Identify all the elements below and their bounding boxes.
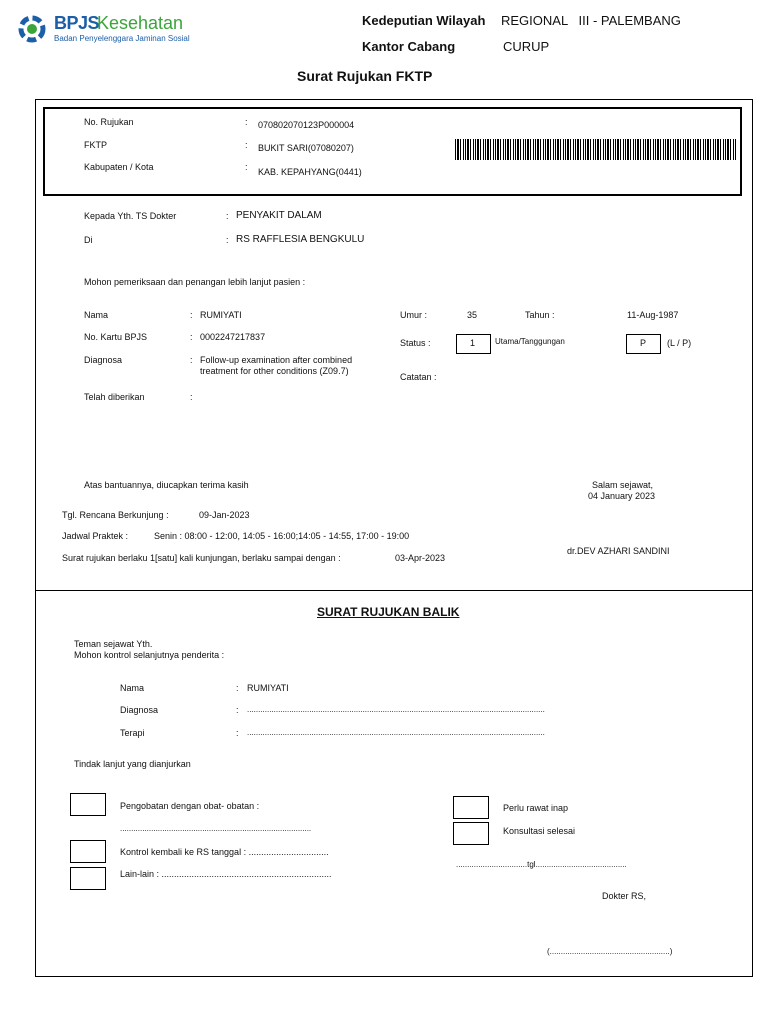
fktp-label: FKTP	[84, 140, 108, 150]
kartu-colon: :	[190, 332, 193, 342]
telah-colon: :	[190, 392, 193, 402]
di-value: RS RAFFLESIA BENGKULU	[236, 234, 365, 245]
konsultasi-label: Konsultasi selesai	[503, 826, 576, 836]
salam-text: Salam sejawat,	[592, 480, 654, 490]
status-label: Status :	[400, 338, 431, 348]
fktp-colon: :	[245, 140, 248, 150]
dokter-rs-label: Dokter RS,	[602, 891, 647, 901]
jadwal-label: Jadwal Praktek :	[62, 531, 129, 541]
balik-terapi-label: Terapi	[120, 728, 145, 738]
status-desc: Utama/Tanggungan	[495, 337, 565, 346]
rawat-label: Perlu rawat inap	[503, 803, 569, 813]
section-divider	[35, 590, 753, 591]
kepada-label: Kepada Yth. TS Dokter	[84, 211, 177, 221]
tahun-value: 11-Aug-1987	[627, 310, 679, 320]
status-value: 1	[470, 338, 476, 348]
balik-diagnosa-colon: :	[236, 705, 239, 715]
tgl-line: ................................tgl.........................................	[456, 860, 627, 869]
fktp-value: BUKIT SARI(07080207)	[258, 143, 354, 153]
diagnosa-label: Diagnosa	[84, 355, 123, 365]
kartu-label: No. Kartu BPJS	[84, 332, 148, 342]
nama-colon: :	[190, 310, 193, 320]
sex-desc: (L / P)	[667, 338, 692, 348]
di-colon: :	[226, 235, 229, 245]
page-title: Surat Rujukan FKTP	[297, 68, 433, 84]
kab-label: Kabupaten / Kota	[84, 162, 154, 172]
konsultasi-checkbox[interactable]	[453, 822, 489, 845]
berlaku-text: Surat rujukan berlaku 1[satu] kali kunjungan, berlaku sampai dengan :	[62, 553, 341, 563]
kartu-value: 0002247217837	[200, 332, 266, 342]
balik-diagnosa-dots: ......................................................................................................................................	[247, 705, 545, 714]
balik-diagnosa-label: Diagnosa	[120, 705, 159, 715]
sex-value: P	[640, 338, 647, 348]
lain-label: Lain-lain : ....................................................................	[120, 869, 332, 879]
logo-brand: BPJS	[54, 13, 100, 33]
balik-title: SURAT RUJUKAN BALIK	[317, 605, 460, 619]
umur-value: 35	[467, 310, 478, 320]
salam-date: 04 January 2023	[588, 491, 656, 501]
diagnosa-line1: Follow-up examination after combined	[200, 355, 353, 365]
balik-terapi-dots: ......................................................................................................................................	[247, 728, 545, 737]
diagnosa-colon: :	[190, 355, 193, 365]
kab-value: KAB. KEPAHYANG(0441)	[258, 167, 362, 177]
balik-nama-colon: :	[236, 683, 239, 693]
obat-dots: ......................................................................................	[120, 824, 312, 833]
bpjs-logo-icon	[17, 14, 47, 44]
tahun-label: Tahun :	[525, 310, 555, 320]
diagnosa-line2: treatment for other conditions (Z09.7)	[200, 366, 349, 376]
bpjs-logo	[17, 13, 197, 47]
kontrol-label: Kontrol kembali ke RS tanggal : ................................	[120, 847, 329, 857]
no-rujukan-value: 070802070123P000004	[258, 120, 355, 130]
rawat-checkbox[interactable]	[453, 796, 489, 819]
kontrol-checkbox[interactable]	[70, 840, 106, 863]
wilayah-label: Kedeputian Wilayah	[362, 13, 486, 28]
kepada-colon: :	[226, 211, 229, 221]
kab-colon: :	[245, 162, 248, 172]
kepada-value: PENYAKIT DALAM	[236, 210, 322, 221]
jadwal-value: Senin : 08:00 - 12:00, 14:05 - 16:00;14:05 - 14:55, 17:00 - 19:00	[154, 531, 410, 541]
obat-label: Pengobatan dengan obat- obatan :	[120, 801, 260, 811]
balik-nama-label: Nama	[120, 683, 145, 693]
thanks-text: Atas bantuannya, diucapkan terima kasih	[84, 480, 249, 490]
berlaku-value: 03-Apr-2023	[395, 553, 446, 563]
logo-subtitle: Badan Penyelenggara Jaminan Sosial	[54, 34, 190, 43]
nama-value: RUMIYATI	[200, 310, 242, 320]
barcode	[455, 139, 736, 160]
rencana-label: Tgl. Rencana Berkunjung :	[62, 510, 169, 520]
wilayah-value: REGIONAL III - PALEMBANG	[501, 13, 681, 28]
obat-checkbox[interactable]	[70, 793, 106, 816]
mohon-text: Mohon pemeriksaan dan penangan lebih lanjut pasien :	[84, 277, 306, 287]
telah-label: Telah diberikan	[84, 392, 145, 402]
logo-word: Kesehatan	[97, 13, 184, 33]
cabang-label: Kantor Cabang	[362, 39, 456, 54]
catatan-label: Catatan :	[400, 372, 437, 382]
balik-greeting2: Mohon kontrol selanjutnya penderita :	[74, 650, 225, 660]
signature-line: (......................................................)	[547, 947, 673, 956]
di-label: Di	[84, 235, 93, 245]
tindak-label: Tindak lanjut yang dianjurkan	[74, 759, 191, 769]
lain-checkbox[interactable]	[70, 867, 106, 890]
no-rujukan-label: No. Rujukan	[84, 117, 134, 127]
doctor-name: dr.DEV AZHARI SANDINI	[567, 546, 670, 556]
balik-terapi-colon: :	[236, 728, 239, 738]
rencana-value: 09-Jan-2023	[199, 510, 250, 520]
nama-label: Nama	[84, 310, 109, 320]
balik-greeting1: Teman sejawat Yth.	[74, 639, 153, 649]
no-rujukan-colon: :	[245, 117, 248, 127]
cabang-value: CURUP	[503, 39, 550, 54]
umur-label: Umur :	[400, 310, 427, 320]
balik-nama-value: RUMIYATI	[247, 683, 289, 693]
